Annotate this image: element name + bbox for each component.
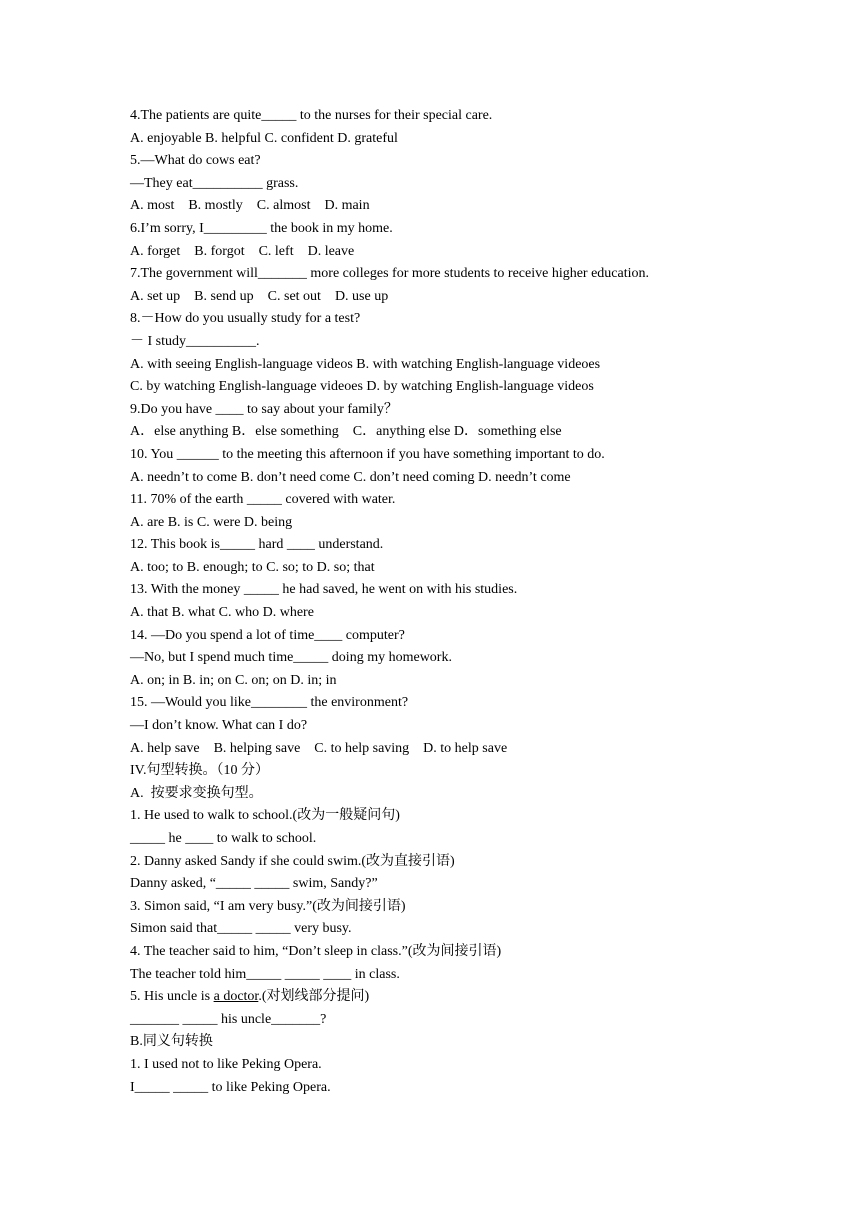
text-line: A. enjoyable B. helpful C. confident D. grateful [130, 130, 398, 146]
q5-suffix: .(对划线部分提问) [258, 989, 370, 1005]
section-heading: IV.句型转换。（10 分） [130, 763, 269, 779]
text-line: 13. With the money _____ he had saved, he went on with his studies. [130, 582, 518, 598]
text-line: 4.The patients are quite_____ to the nurses for their special care. [130, 108, 493, 123]
text-line: － I study__________. [130, 333, 260, 349]
text-line: A. needn’t to come B. don’t need come C. don’t need coming D. needn’t come [130, 469, 571, 485]
text-line: 3. Simon said, “I am very busy.”(改为间接引语) [130, 898, 406, 914]
text-line: _____ he ____ to walk to school. [130, 831, 317, 846]
text-line: 15. —Would you like________ the environment? [130, 695, 409, 711]
text-line: 10. You ______ to the meeting this afternoon if you have something important to do. [130, 446, 605, 462]
text-line: 12. This book is_____ hard ____ understand. [130, 537, 384, 553]
text-line: The teacher told him_____ _____ ____ in class. [130, 966, 400, 982]
text-line: —They eat__________ grass. [130, 175, 299, 191]
text-line: A. are B. is C. were D. being [130, 514, 293, 530]
text-line: 6.I’m sorry, I_________ the book in my home. [130, 220, 393, 236]
text-line: —I don’t know. What can I do? [130, 718, 308, 734]
text-line: 11. 70% of the earth _____ covered with water. [130, 492, 396, 508]
text-line: A. too; to B. enough; to C. so; to D. so; that [130, 559, 375, 575]
text-line: 5.—What do cows eat? [130, 153, 261, 169]
text-line: 14. —Do you spend a lot of time____ computer? [130, 627, 405, 643]
q5-prefix: 5. His uncle is [130, 989, 214, 1005]
text-line: 8.－How do you usually study for a test? [130, 311, 361, 327]
text-line: 4. The teacher said to him, “Don’t sleep in class.”(改为间接引语) [130, 943, 502, 959]
text-line: A. set up B. send up C. set out D. use up [130, 288, 389, 304]
text-line: —No, but I spend much time_____ doing my homework. [130, 650, 452, 666]
text-line: A. forget B. forgot C. left D. leave [130, 243, 355, 259]
text-line: Simon said that_____ _____ very busy. [130, 921, 352, 937]
text-line: 7.The government will_______ more colleges for more students to receive higher education. [130, 266, 650, 282]
text-line [130, 986, 830, 1009]
text-line: A. with seeing English-language videos B. with watching English-language videoes [130, 356, 601, 372]
text-line: 9.Do you have ____ to say about your family？ [130, 401, 398, 417]
text-line: Danny asked, “_____ _____ swim, Sandy?” [130, 876, 378, 892]
text-line: I_____ _____ to like Peking Opera. [130, 1079, 331, 1095]
text-line: 1. He used to walk to school.(改为一般疑问句) [130, 808, 400, 824]
text-line: C. by watching English-language videoes D. by watching English-language videos [130, 379, 594, 395]
underlined-phrase: a doctor [213, 989, 259, 1005]
text-line: A．else anything B．else something C．anything else D．something else [130, 424, 562, 440]
text-line: 1. I used not to like Peking Opera. [130, 1056, 322, 1072]
subsection-heading: B.同义句转换 [130, 1034, 213, 1050]
exercise-content [130, 105, 830, 1099]
text-line: _______ _____ his uncle_______? [130, 1011, 327, 1027]
text-line: A. most B. mostly C. almost D. main [130, 198, 370, 214]
text-line: A. that B. what C. who D. where [130, 605, 314, 621]
text-line: A. on; in B. in; on C. on; on D. in; in [130, 672, 337, 688]
text-line: A. help save B. helping save C. to help saving D. to help save [130, 740, 508, 756]
subsection-heading: A. 按要求变换句型。 [130, 785, 263, 801]
text-line: 2. Danny asked Sandy if she could swim.(改为直接引语) [130, 853, 455, 869]
